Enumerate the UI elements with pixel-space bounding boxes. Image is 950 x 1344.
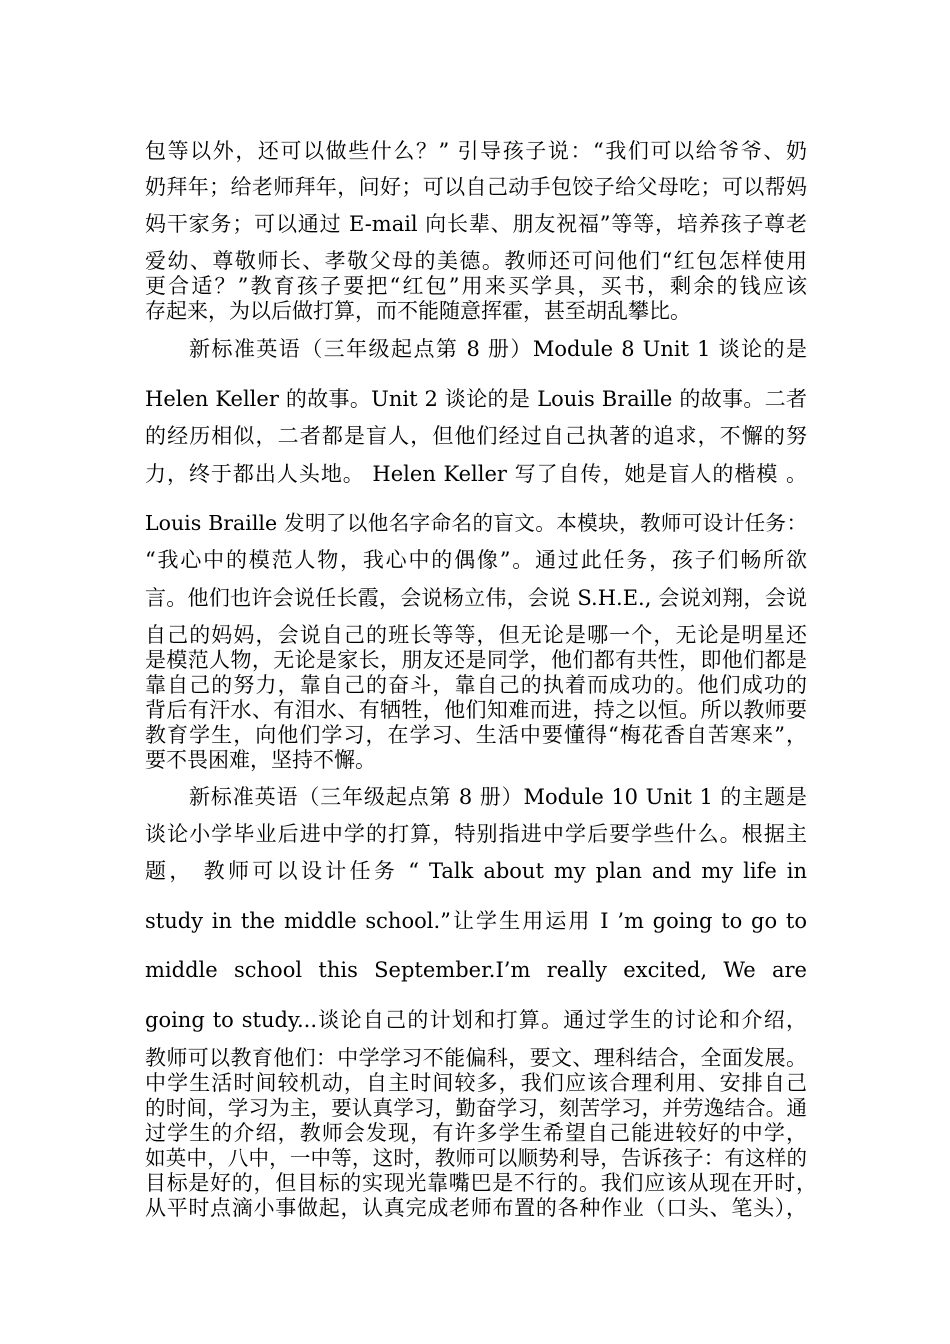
paragraph-3-line-7: 教师可以教育他们：中学学习不能偏科，要文、理科结合，全面发展。 — [145, 1046, 807, 1070]
paragraph-2-line-13: 要不畏困难，坚持不懈。 — [145, 748, 376, 772]
paragraph-3-line-9: 的时间，学习为主，要认真学习，勤奋学习，刻苦学习，并劳逸结合。通 — [145, 1096, 807, 1120]
paragraph-3-line-3: 题， 教师可以设计任务 “ Talk about my plan and my life in — [145, 859, 807, 883]
paragraph-3-line-10: 过学生的介绍，教师会发现，有许多学生希望自己能进较好的中学， — [145, 1121, 807, 1145]
paragraph-3-line-11: 如英中，八中，一中等，这时，教师可以顺势利导，告诉孩子：有这样的 — [145, 1146, 807, 1170]
paragraph-1-line-6: 存起来，为以后做打算，而不能随意挥霍，甚至胡乱攀比。 — [145, 299, 691, 323]
paragraph-2-line-5: Louis Braille 发明了以他名字命名的盲文。本模块，教师可设计任务： — [145, 511, 807, 535]
paragraph-2-line-7: 言。他们也许会说任长霞，会说杨立伟，会说 S.H.E., 会说刘翔，会说 — [145, 586, 807, 610]
paragraph-2-line-11: 背后有汗水、有泪水、有牺牲，他们知难而进，持之以恒。所以教师要 — [145, 698, 807, 722]
paragraph-3-line-4: study in the middle school.”让学生用运用 I ’m going to go to — [145, 909, 807, 933]
paragraph-3-line-1: 新标准英语（三年级起点第 8 册）Module 10 Unit 1 的主题是 — [189, 785, 807, 809]
paragraph-1-line-3: 妈干家务；可以通过 E-mail 向长辈、朋友祝福”等等，培养孩子尊老 — [145, 212, 807, 236]
paragraph-1-line-2: 奶拜年；给老师拜年，问好；可以自己动手包饺子给父母吃；可以帮妈 — [145, 175, 807, 199]
paragraph-3-line-6: going to study...谈论自己的计划和打算。通过学生的讨论和介绍， — [145, 1008, 807, 1032]
paragraph-1-line-5: 更合适？”教育孩子要把“红包”用来买学具，买书，剩余的钱应该 — [145, 274, 807, 298]
paragraph-2-line-12: 教育学生，向他们学习，在学习、生活中要懂得“梅花香自苦寒来”， — [145, 723, 807, 747]
paragraph-1-line-4: 爱幼、尊敬师长、孝敬父母的美德。教师还可问他们“红包怎样使用 — [145, 249, 807, 273]
paragraph-3-line-2: 谈论小学毕业后进中学的打算，特别指进中学后要学些什么。根据主 — [145, 822, 807, 846]
paragraph-3-line-5: middle school this September.I’m really excited, We are — [145, 958, 807, 982]
paragraph-3-line-8: 中学生活时间较机动，自主时间较多，我们应该合理利用、安排自己 — [145, 1071, 807, 1095]
paragraph-2-line-1: 新标准英语（三年级起点第 8 册）Module 8 Unit 1 谈论的是 — [189, 337, 807, 361]
paragraph-3-line-13: 从平时点滴小事做起，认真完成老师布置的各种作业（口头、笔头）， — [145, 1196, 807, 1220]
paragraph-2-line-8: 自己的妈妈，会说自己的班长等等，但无论是哪一个，无论是明星还 — [145, 623, 807, 647]
paragraph-2-line-6: “我心中的模范人物，我心中的偶像”。通过此任务，孩子们畅所欲 — [145, 548, 807, 572]
paragraph-2-line-2: Helen Keller 的故事。Unit 2 谈论的是 Louis Braille 的故事。二者 — [145, 387, 807, 411]
paragraph-2-line-3: 的经历相似，二者都是盲人，但他们经过自己执著的追求，不懈的努 — [145, 424, 807, 448]
paragraph-2-line-4: 力，终于都出人头地。 Helen Keller 写了自传，她是盲人的楷模 。 — [145, 462, 807, 486]
paragraph-2-line-10: 靠自己的努力，靠自己的奋斗，靠自己的执着而成功的。他们成功的 — [145, 673, 807, 697]
paragraph-2-line-9: 是模范人物，无论是家长，朋友还是同学，他们都有共性，即他们都是 — [145, 648, 807, 672]
paragraph-1-line-1: 包等以外，还可以做些什么？” 引导孩子说：“我们可以给爷爷、奶 — [145, 139, 807, 163]
paragraph-3-line-12: 目标是好的，但目标的实现光靠嘴巴是不行的。我们应该从现在开时， — [145, 1171, 817, 1195]
